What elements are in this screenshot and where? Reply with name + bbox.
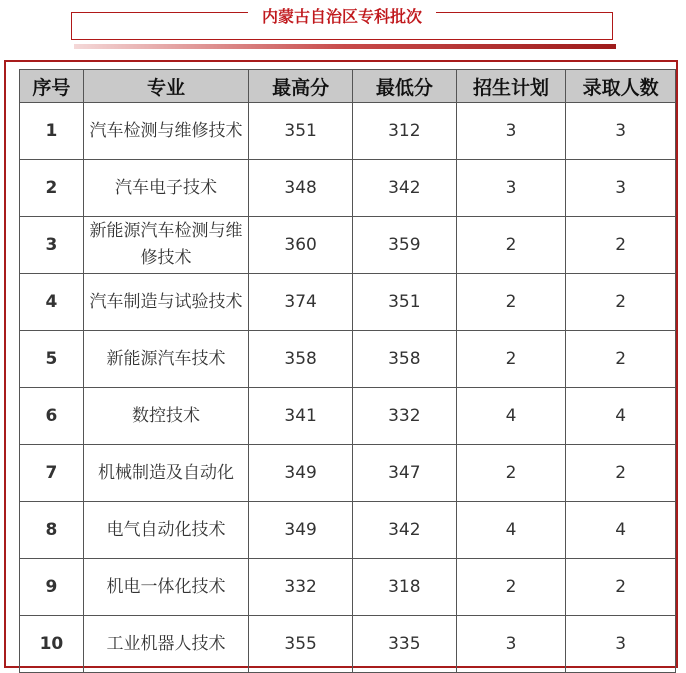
table-row [20, 217, 676, 274]
cell-enrollment-plan: 2 [456, 274, 566, 331]
cell-index: 10 [20, 616, 84, 673]
cell-admitted-count: 3 [566, 616, 676, 673]
table-row [20, 160, 676, 217]
table-row [20, 274, 676, 331]
admission-scores-table [19, 69, 676, 673]
table-body [20, 103, 676, 673]
header-min-score: 最低分 [352, 70, 456, 103]
cell-admitted-count: 3 [566, 160, 676, 217]
cell-major: 工业机器人技术 [83, 616, 248, 673]
cell-max-score: 360 [249, 217, 353, 274]
cell-min-score: 312 [352, 103, 456, 160]
header-max-score: 最高分 [249, 70, 353, 103]
header-major: 专业 [83, 70, 248, 103]
table-row [20, 388, 676, 445]
cell-enrollment-plan: 2 [456, 217, 566, 274]
cell-min-score: 359 [352, 217, 456, 274]
table-row [20, 616, 676, 673]
cell-admitted-count: 4 [566, 502, 676, 559]
cell-min-score: 342 [352, 160, 456, 217]
table-frame [4, 60, 678, 668]
cell-index: 5 [20, 331, 84, 388]
cell-major: 新能源汽车检测与维修技术 [83, 217, 248, 274]
header-index: 序号 [20, 70, 84, 103]
title-banner-box [71, 7, 613, 40]
cell-max-score: 358 [249, 331, 353, 388]
cell-admitted-count: 2 [566, 331, 676, 388]
cell-min-score: 347 [352, 445, 456, 502]
cell-index: 1 [20, 103, 84, 160]
cell-admitted-count: 2 [566, 559, 676, 616]
table-row [20, 103, 676, 160]
cell-index: 6 [20, 388, 84, 445]
cell-enrollment-plan: 2 [456, 445, 566, 502]
cell-admitted-count: 2 [566, 445, 676, 502]
cell-enrollment-plan: 3 [456, 103, 566, 160]
cell-index: 4 [20, 274, 84, 331]
cell-admitted-count: 2 [566, 274, 676, 331]
cell-admitted-count: 2 [566, 217, 676, 274]
cell-index: 2 [20, 160, 84, 217]
cell-major: 新能源汽车技术 [83, 331, 248, 388]
table-header [20, 70, 676, 103]
cell-major: 数控技术 [83, 388, 248, 445]
title-banner-shadow [74, 44, 616, 49]
cell-index: 7 [20, 445, 84, 502]
cell-major: 电气自动化技术 [83, 502, 248, 559]
cell-enrollment-plan: 4 [456, 502, 566, 559]
cell-min-score: 332 [352, 388, 456, 445]
cell-enrollment-plan: 3 [456, 616, 566, 673]
cell-enrollment-plan: 4 [456, 388, 566, 445]
cell-min-score: 318 [352, 559, 456, 616]
cell-max-score: 355 [249, 616, 353, 673]
cell-major: 机电一体化技术 [83, 559, 248, 616]
table-row [20, 559, 676, 616]
cell-admitted-count: 3 [566, 103, 676, 160]
cell-index: 8 [20, 502, 84, 559]
cell-index: 3 [20, 217, 84, 274]
table-row [20, 502, 676, 559]
cell-min-score: 342 [352, 502, 456, 559]
table-row [20, 331, 676, 388]
cell-max-score: 348 [249, 160, 353, 217]
cell-max-score: 341 [249, 388, 353, 445]
header-row [20, 70, 676, 103]
cell-max-score: 374 [249, 274, 353, 331]
cell-min-score: 335 [352, 616, 456, 673]
cell-major: 汽车制造与试验技术 [83, 274, 248, 331]
cell-min-score: 351 [352, 274, 456, 331]
cell-enrollment-plan: 2 [456, 559, 566, 616]
cell-major: 汽车检测与维修技术 [83, 103, 248, 160]
cell-max-score: 332 [249, 559, 353, 616]
cell-max-score: 349 [249, 502, 353, 559]
cell-max-score: 351 [249, 103, 353, 160]
cell-major: 机械制造及自动化 [83, 445, 248, 502]
cell-min-score: 358 [352, 331, 456, 388]
cell-enrollment-plan: 2 [456, 331, 566, 388]
title-banner [71, 8, 613, 38]
page-title: 内蒙古自治区专科批次 [248, 5, 436, 29]
cell-admitted-count: 4 [566, 388, 676, 445]
cell-index: 9 [20, 559, 84, 616]
cell-major: 汽车电子技术 [83, 160, 248, 217]
header-admitted-count: 录取人数 [566, 70, 676, 103]
cell-max-score: 349 [249, 445, 353, 502]
header-enrollment-plan: 招生计划 [456, 70, 566, 103]
table-row [20, 445, 676, 502]
cell-enrollment-plan: 3 [456, 160, 566, 217]
